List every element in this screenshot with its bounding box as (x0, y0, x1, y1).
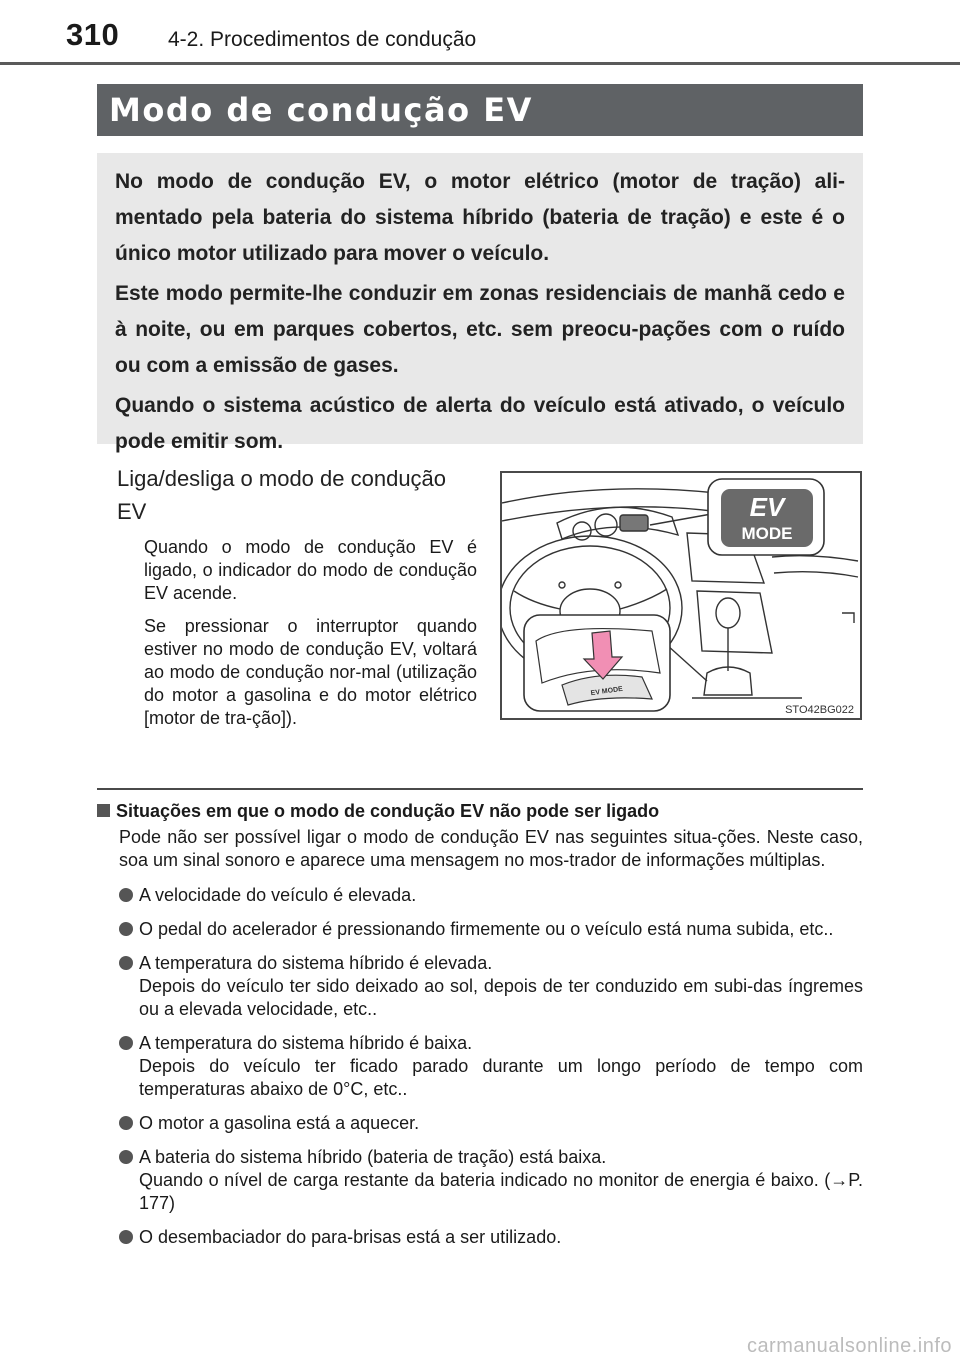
condition-item (119, 1146, 863, 1215)
condition-text: O motor a gasolina está a aquecer. (139, 1113, 420, 1133)
ev-badge-bottom: MODE (741, 524, 793, 543)
figure-code: STO42BG022 (785, 704, 854, 716)
condition-item (119, 884, 863, 907)
square-bullet-icon (97, 804, 110, 817)
round-bullet-icon (119, 1116, 133, 1130)
condition-text: A velocidade do veículo é elevada. (139, 885, 417, 905)
round-bullet-icon (119, 1150, 133, 1164)
page-header (0, 0, 960, 70)
section-name: 4-2. Procedimentos de condução (168, 28, 477, 51)
ev-button-label: EV MODE (590, 685, 624, 698)
notes-heading-text: Situações em que o modo de condução EV não pode ser ligado (116, 801, 660, 821)
page-number: 310 (66, 17, 120, 52)
ev-switch-paragraph-2: Se pressionar o interruptor quando estiver no modo de condução EV, voltará ao modo de condução nor-mal (utilização do motor a gasolina e do motor elétrico [motor de tra-ção]). (144, 616, 477, 728)
ev-badge-callout (708, 479, 824, 555)
dashboard-illustration (500, 471, 862, 720)
notes-intro: Pode não ser possível ligar o modo de condução EV nas seguintes situa-ções. Neste caso, soa um sinal sonoro e aparece uma mensagem no mos-trador de informações múltiplas. (119, 827, 863, 870)
intro-box (97, 153, 863, 453)
round-bullet-icon (119, 1036, 133, 1050)
header-rule (0, 62, 960, 65)
notes-heading (97, 800, 863, 822)
ev-switch-heading: Liga/desliga o modo de condução EV (117, 466, 447, 524)
intro-paragraph-3: Quando o sistema acústico de alerta do veículo está ativado, o veículo pode emitir som. (115, 394, 845, 453)
condition-text: A temperatura do sistema híbrido é elevada. Depois do veículo ter sido deixado ao sol, depois de ter conduzido em subi-das íngremes ou a elevada velocidade, etc.. (139, 953, 863, 1019)
condition-item (119, 1032, 863, 1101)
condition-item (119, 918, 863, 941)
round-bullet-icon (119, 922, 133, 936)
round-bullet-icon (119, 888, 133, 902)
round-bullet-icon (119, 956, 133, 970)
condition-text: O pedal do acelerador é pressionando firmemente ou o veículo está numa subida, etc.. (139, 919, 834, 939)
condition-item (119, 1112, 863, 1135)
watermark: carmanualsonline.info (746, 1335, 952, 1357)
condition-item (119, 1226, 863, 1249)
condition-text: A temperatura do sistema híbrido é baixa. Depois do veículo ter ficado parado durante um longo período de tempo com temperaturas abaixo de 0°C, etc.. (139, 1033, 863, 1099)
intro-paragraph-1: No modo de condução EV, o motor elétrico (motor de tração) ali-mentado pela bateria do sistema híbrido (bateria de tração) e este é o único motor utilizado para mover o veículo. (115, 170, 845, 265)
condition-item (119, 952, 863, 1021)
ev-button-callout (524, 615, 670, 711)
ev-switch-description (117, 462, 477, 740)
condition-text: A bateria do sistema híbrido (bateria de tração) está baixa. Quando o nível de carga restante da bateria indicado no monitor de energia é baixo. (→P. 177) (139, 1147, 863, 1213)
ev-badge-top: EV (749, 492, 785, 522)
conditions-list (97, 884, 863, 1249)
round-bullet-icon (119, 1230, 133, 1244)
dashboard-drawing (502, 473, 860, 718)
ev-switch-paragraph-1: Quando o modo de condução EV é ligado, o indicador do modo de condução EV acende. (144, 537, 477, 603)
notes-section (97, 800, 863, 1260)
section-title: Modo de condução EV (97, 84, 863, 136)
section-divider (97, 788, 863, 790)
intro-paragraph-2: Este modo permite-lhe conduzir em zonas residenciais de manhã cedo e à noite, ou em parques cobertos, etc. sem preocu-pações com o ruído ou com a emissão de gases. (115, 282, 845, 377)
condition-text: O desembaciador do para-brisas está a ser utilizado. (139, 1227, 562, 1247)
